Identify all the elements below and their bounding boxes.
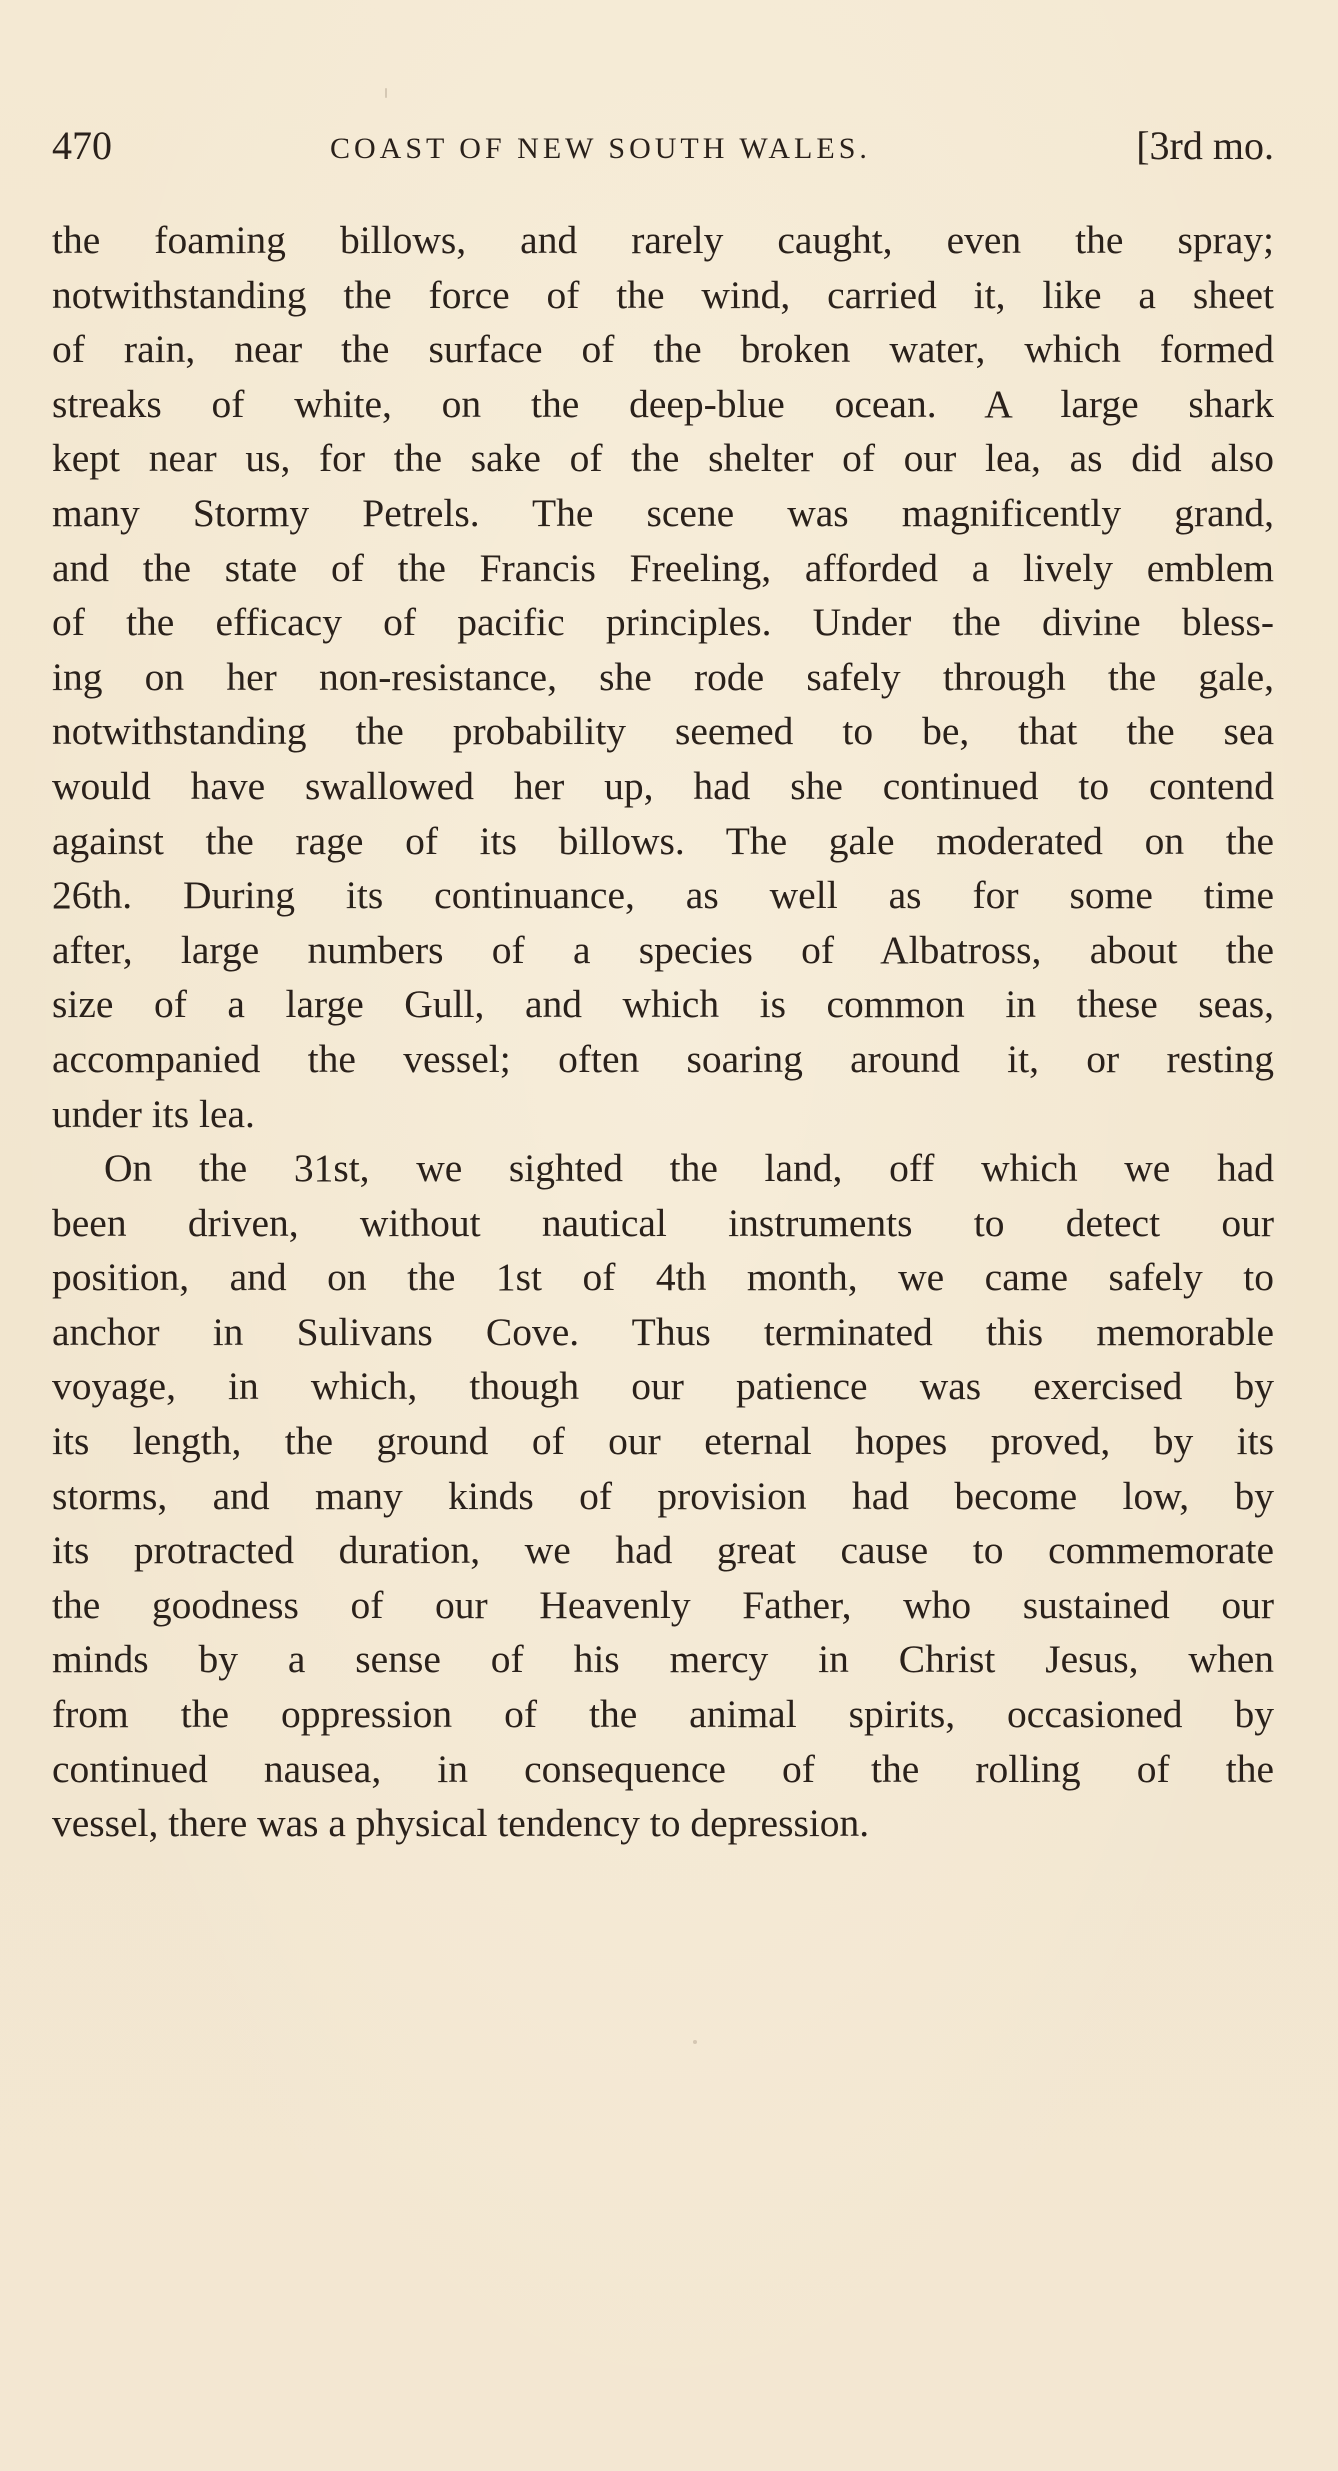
text-line: many Stormy Petrels. The scene was magnificently grand, [52, 490, 1274, 535]
text-line: position, and on the 1st of 4th month, we came safely to [52, 1255, 1274, 1300]
text-line: streaks of white, on the deep-blue ocean. A large shark [52, 381, 1274, 426]
text-line: after, large numbers of a species of Albatross, about the [52, 927, 1274, 972]
paper-speck [693, 2040, 697, 2044]
text-line: its protracted duration, we had great cause to commemorate [52, 1528, 1274, 1573]
page-number: 470 [52, 123, 112, 168]
running-header [52, 122, 1274, 182]
text-line: against the rage of its billows. The gale moderated on the [52, 818, 1274, 863]
text-line: from the oppression of the animal spirits, occasioned by [52, 1692, 1274, 1737]
text-line: of the efficacy of pacific principles. Under the divine bless- [52, 600, 1274, 645]
running-title: COAST OF NEW SOUTH WALES. [330, 132, 871, 165]
body-text [52, 213, 1274, 1851]
text-line: been driven, without nautical instruments to detect our [52, 1200, 1274, 1245]
text-line: continued nausea, in consequence of the rolling of the [52, 1746, 1274, 1791]
text-line: voyage, in which, though our patience was exercised by [52, 1364, 1274, 1409]
text-line: accompanied the vessel; often soaring around it, or resting [52, 1036, 1274, 1081]
text-line: storms, and many kinds of provision had become low, by [52, 1473, 1274, 1518]
paper-speck [385, 88, 387, 98]
text-line: ing on her non-resistance, she rode safely through the gale, [52, 654, 1274, 699]
text-line: and the state of the Francis Freeling, afforded a lively emblem [52, 545, 1274, 590]
text-line: kept near us, for the sake of the shelter of our lea, as did also [52, 436, 1274, 481]
text-line: notwithstanding the probability seemed to be, that the sea [52, 709, 1274, 754]
running-date: [3rd mo. [1136, 123, 1274, 168]
paragraph-end-line: vessel, there was a physical tendency to depression. [52, 1801, 870, 1846]
text-line: of rain, near the surface of the broken water, which formed [52, 327, 1274, 372]
text-line: would have swallowed her up, had she continued to contend [52, 763, 1274, 808]
text-line: minds by a sense of his mercy in Christ Jesus, when [52, 1637, 1274, 1682]
paragraph-start-line: On the 31st, we sighted the land, off which we had [104, 1146, 1274, 1191]
text-line: 26th. During its continuance, as well as for some time [52, 873, 1274, 918]
paragraph-end-line: under its lea. [52, 1091, 255, 1136]
text-line: its length, the ground of our eternal hopes proved, by its [52, 1419, 1274, 1464]
text-line: notwithstanding the force of the wind, carried it, like a sheet [52, 272, 1274, 317]
text-line: the goodness of our Heavenly Father, who sustained our [52, 1582, 1274, 1627]
text-line: size of a large Gull, and which is common in these seas, [52, 982, 1274, 1027]
text-line: anchor in Sulivans Cove. Thus terminated this memorable [52, 1309, 1274, 1354]
text-line: the foaming billows, and rarely caught, even the spray; [52, 218, 1274, 262]
